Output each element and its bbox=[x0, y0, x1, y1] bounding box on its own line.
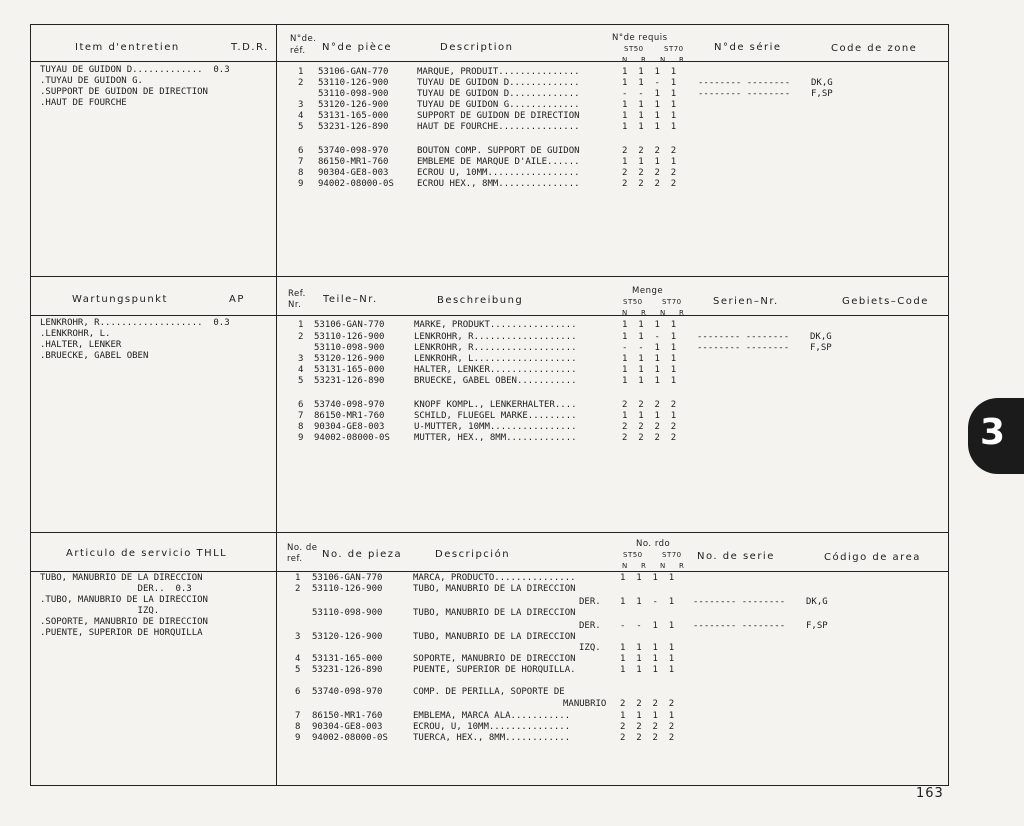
de-nr-4: R bbox=[679, 309, 685, 317]
quantity-values: 1 1 1 1 bbox=[622, 365, 677, 375]
ref-number: 4 bbox=[298, 365, 304, 375]
part-description: SUPPORT DE GUIDON DE DIRECTION bbox=[417, 111, 580, 121]
ref-number: 6 bbox=[298, 146, 304, 156]
quantity-values: 1 1 1 1 bbox=[622, 157, 677, 167]
part-number: 53110-098-900 bbox=[318, 89, 389, 99]
part-number: 86150-MR1-760 bbox=[314, 411, 385, 421]
fr-serial-header: N°de série bbox=[714, 42, 782, 53]
part-number: 53231-126-890 bbox=[318, 122, 389, 132]
es-nr-2: R bbox=[641, 562, 647, 570]
part-number: 94002-08000-0S bbox=[314, 433, 390, 443]
part-description: ECROU U, 10MM................. bbox=[417, 168, 580, 178]
part-number: 53120-126-900 bbox=[318, 100, 389, 110]
fr-item-line: .TUYAU DE GUIDON G. bbox=[40, 76, 143, 86]
part-number: 94002-08000-0S bbox=[318, 179, 394, 189]
item-column-divider bbox=[276, 25, 277, 785]
serial-range: -------- -------- bbox=[693, 597, 786, 607]
es-zone-header: Código de area bbox=[824, 552, 921, 563]
part-description: LENKROHR, L................... bbox=[414, 354, 577, 364]
part-description: MARKE, PRODUKT................ bbox=[414, 320, 577, 330]
ref-number: 1 bbox=[298, 320, 304, 330]
fr-zone-header: Code de zone bbox=[831, 43, 918, 54]
de-model1: ST50 bbox=[623, 298, 643, 306]
serial-range: -------- -------- bbox=[693, 621, 786, 631]
fr-nr-2: R bbox=[641, 56, 647, 64]
part-description: COMP. DE PERILLA, SOPORTE DE bbox=[413, 687, 565, 697]
de-nr-3: N bbox=[660, 309, 666, 317]
ref-number: 2 bbox=[298, 332, 304, 342]
ref-number: 1 bbox=[295, 573, 301, 583]
part-number: 53110-126-900 bbox=[312, 584, 383, 594]
de-item-line: .LENKROHR, L. bbox=[40, 329, 111, 339]
section-divider-fr-de bbox=[31, 276, 948, 277]
fr-model1: ST50 bbox=[624, 45, 644, 53]
part-number: 94002-08000-0S bbox=[312, 733, 388, 743]
es-model1: ST50 bbox=[623, 551, 643, 559]
ref-number: 2 bbox=[295, 584, 301, 594]
ref-number: 6 bbox=[298, 400, 304, 410]
de-item-header: Wartungspunkt bbox=[72, 294, 168, 305]
part-description: MUTTER, HEX., 8MM............. bbox=[414, 433, 577, 443]
fr-tdr-header: T.D.R. bbox=[231, 42, 269, 53]
de-model2: ST70 bbox=[662, 298, 682, 306]
es-nr-4: R bbox=[679, 562, 685, 570]
fr-item-line: TUYAU DE GUIDON D............. 0.3 bbox=[40, 65, 230, 75]
part-description: ECROU HEX., 8MM............... bbox=[417, 179, 580, 189]
es-item-header: Articulo de servicio THLL bbox=[66, 548, 228, 559]
fr-nr-3: N bbox=[660, 56, 666, 64]
quantity-values: 2 2 2 2 bbox=[620, 699, 675, 709]
fr-item-line: .SUPPORT DE GUIDON DE DIRECTION bbox=[40, 87, 208, 97]
ref-number: 8 bbox=[295, 722, 301, 732]
ref-number: 7 bbox=[298, 157, 304, 167]
es-item-line: TUBO, MANUBRIO DE LA DIRECCION bbox=[40, 573, 203, 583]
de-header-rule bbox=[31, 315, 948, 316]
quantity-values: 2 2 2 2 bbox=[622, 179, 677, 189]
quantity-values: 1 1 1 1 bbox=[622, 354, 677, 364]
es-item-line: DER.. 0.3 bbox=[40, 584, 192, 594]
ref-number: 1 bbox=[298, 67, 304, 77]
ref-number: 3 bbox=[298, 354, 304, 364]
part-description: BRUECKE, GABEL OBEN........... bbox=[414, 376, 577, 386]
part-description: LENKROHR, R................... bbox=[414, 343, 577, 353]
de-zone-header: Gebiets–Code bbox=[842, 296, 929, 307]
part-description: SCHILD, FLUEGEL MARKE......... bbox=[414, 411, 577, 421]
quantity-values: 2 2 2 2 bbox=[620, 733, 675, 743]
part-description: HAUT DE FOURCHE............... bbox=[417, 122, 580, 132]
ref-number: 9 bbox=[298, 433, 304, 443]
part-number: 86150-MR1-760 bbox=[312, 711, 383, 721]
es-item-line: .TUBO, MANUBRIO DE LA DIRECCION bbox=[40, 595, 208, 605]
es-item-line: .PUENTE, SUPERIOR DE HORQUILLA bbox=[40, 628, 203, 638]
part-number: 53131-165-000 bbox=[312, 654, 383, 664]
de-nr-2: R bbox=[641, 309, 647, 317]
part-description-cont: DER. bbox=[579, 597, 601, 607]
part-number: 53120-126-900 bbox=[312, 632, 383, 642]
es-part-header: No. de pieza bbox=[322, 549, 403, 560]
quantity-values: 1 1 1 1 bbox=[620, 711, 675, 721]
part-number: 53120-126-900 bbox=[314, 354, 385, 364]
part-number: 53131-165-000 bbox=[314, 365, 385, 375]
part-description: HALTER, LENKER................ bbox=[414, 365, 577, 375]
part-number: 53110-126-900 bbox=[318, 78, 389, 88]
zone-code: DK,G bbox=[811, 78, 833, 88]
part-number: 53110-098-900 bbox=[312, 608, 383, 618]
part-description-cont: DER. bbox=[579, 621, 601, 631]
fr-item-header: Item d'entretien bbox=[75, 42, 180, 53]
ref-number: 5 bbox=[298, 376, 304, 386]
part-number: 90304-GE8-003 bbox=[314, 422, 385, 432]
quantity-values: 2 2 2 2 bbox=[620, 722, 675, 732]
quantity-values: 1 1 1 1 bbox=[622, 411, 677, 421]
quantity-values: 1 1 1 1 bbox=[620, 654, 675, 664]
part-description: TUBO, MANUBRIO DE LA DIRECCION bbox=[413, 632, 576, 642]
de-desc-header: Beschreibung bbox=[437, 295, 524, 306]
zone-code: F,SP bbox=[810, 343, 832, 353]
part-description: EMBLEME DE MARQUE D'AILE...... bbox=[417, 157, 580, 167]
de-nr-1: N bbox=[622, 309, 628, 317]
es-model2: ST70 bbox=[662, 551, 682, 559]
part-number: 86150-MR1-760 bbox=[318, 157, 389, 167]
part-number: 53110-126-900 bbox=[314, 332, 385, 342]
es-serial-header: No. de serie bbox=[697, 551, 775, 562]
fr-ref-header-top: N°de. bbox=[290, 34, 317, 44]
page-number: 163 bbox=[916, 786, 944, 801]
de-qty-header: Menge bbox=[632, 286, 664, 296]
part-number: 53110-098-900 bbox=[314, 343, 385, 353]
part-number: 53231-126-890 bbox=[314, 376, 385, 386]
es-nr-1: N bbox=[622, 562, 628, 570]
quantity-values: 1 1 1 1 bbox=[620, 643, 675, 653]
es-qty-header: No. rdo bbox=[636, 539, 671, 549]
ref-number: 9 bbox=[298, 179, 304, 189]
fr-nr-1: N bbox=[622, 56, 628, 64]
de-ref-header-bottom: Nr. bbox=[288, 300, 302, 310]
part-description: SOPORTE, MANUBRIO DE DIRECCION bbox=[413, 654, 576, 664]
quantity-values: 2 2 2 2 bbox=[622, 433, 677, 443]
part-description: MARQUE, PRODUIT............... bbox=[417, 67, 580, 77]
ref-number: 4 bbox=[295, 654, 301, 664]
part-description: KNOPF KOMPL., LENKERHALTER.... bbox=[414, 400, 577, 410]
serial-range: -------- -------- bbox=[698, 89, 791, 99]
ref-number: 5 bbox=[295, 665, 301, 675]
part-description: TUYAU DE GUIDON G............. bbox=[417, 100, 580, 110]
part-number: 90304-GE8-003 bbox=[318, 168, 389, 178]
quantity-values: 1 1 1 1 bbox=[622, 122, 677, 132]
es-header-rule bbox=[31, 571, 948, 572]
serial-range: -------- -------- bbox=[697, 332, 790, 342]
serial-range: -------- -------- bbox=[697, 343, 790, 353]
es-ref-header-bottom: ref. bbox=[287, 554, 303, 564]
es-item-line: IZQ. bbox=[40, 606, 160, 616]
part-description: LENKROHR, R................... bbox=[414, 332, 577, 342]
fr-qty-header: N°de requis bbox=[612, 33, 668, 43]
part-number: 53106-GAN-770 bbox=[318, 67, 389, 77]
quantity-values: 1 1 - 1 bbox=[622, 332, 677, 342]
part-number: 53231-126-890 bbox=[312, 665, 383, 675]
part-description: ECROU, U, 10MM............... bbox=[413, 722, 571, 732]
fr-part-header: N°de pièce bbox=[322, 42, 393, 53]
ref-number: 3 bbox=[298, 100, 304, 110]
quantity-values: 1 1 - 1 bbox=[622, 78, 677, 88]
es-desc-header: Descripción bbox=[435, 549, 511, 560]
chapter-number: 3 bbox=[980, 412, 1006, 453]
zone-code: DK,G bbox=[810, 332, 832, 342]
ref-number: 8 bbox=[298, 422, 304, 432]
quantity-values: - - 1 1 bbox=[622, 89, 677, 99]
chapter-tab bbox=[968, 398, 1024, 474]
fr-header-rule bbox=[31, 61, 948, 62]
zone-code: F,SP bbox=[806, 621, 828, 631]
quantity-values: 1 1 1 1 bbox=[622, 67, 677, 77]
quantity-values: 2 2 2 2 bbox=[622, 422, 677, 432]
de-part-header: Teile–Nr. bbox=[323, 294, 378, 305]
quantity-values: - - 1 1 bbox=[622, 343, 677, 353]
ref-number: 8 bbox=[298, 168, 304, 178]
part-description: TUBO, MANUBRIO DE LA DIRECCION bbox=[413, 608, 576, 618]
ref-number: 6 bbox=[295, 687, 301, 697]
part-description-cont: MANUBRIO bbox=[563, 699, 607, 709]
quantity-values: 1 1 1 1 bbox=[622, 376, 677, 386]
de-ap-header: AP bbox=[229, 294, 245, 305]
quantity-values: 2 2 2 2 bbox=[622, 168, 677, 178]
part-description: BOUTON COMP. SUPPORT DE GUIDON bbox=[417, 146, 580, 156]
de-item-line: .BRUECKE, GABEL OBEN bbox=[40, 351, 149, 361]
es-ref-header-top: No. de bbox=[287, 543, 318, 553]
part-number: 53740-098-970 bbox=[314, 400, 385, 410]
quantity-values: 2 2 2 2 bbox=[622, 400, 677, 410]
ref-number: 5 bbox=[298, 122, 304, 132]
section-divider-de-es bbox=[31, 532, 948, 533]
quantity-values: 1 1 1 1 bbox=[620, 665, 675, 675]
quantity-values: 1 1 1 1 bbox=[620, 573, 675, 583]
ref-number: 9 bbox=[295, 733, 301, 743]
quantity-values: - - 1 1 bbox=[620, 621, 675, 631]
part-description: EMBLEMA, MARCA ALA........... bbox=[413, 711, 571, 721]
part-description: MARCA, PRODUCTO............... bbox=[413, 573, 576, 583]
part-description: PUENTE, SUPERIOR DE HORQUILLA. bbox=[413, 665, 576, 675]
ref-number: 2 bbox=[298, 78, 304, 88]
part-number: 53740-098-970 bbox=[318, 146, 389, 156]
part-description: TUERCA, HEX., 8MM............ bbox=[413, 733, 571, 743]
part-number: 90304-GE8-003 bbox=[312, 722, 383, 732]
es-item-line: .SOPORTE, MANUBRIO DE DIRECCION bbox=[40, 617, 208, 627]
part-description: TUBO, MANUBRIO DE LA DIRECCION bbox=[413, 584, 576, 594]
part-description: TUYAU DE GUIDON D............. bbox=[417, 89, 580, 99]
quantity-values: 1 1 1 1 bbox=[622, 111, 677, 121]
serial-range: -------- -------- bbox=[698, 78, 791, 88]
quantity-values: 1 1 1 1 bbox=[622, 100, 677, 110]
de-item-line: LENKROHR, R................... 0.3 bbox=[40, 318, 230, 328]
part-number: 53106-GAN-770 bbox=[314, 320, 385, 330]
fr-item-line: .HAUT DE FOURCHE bbox=[40, 98, 127, 108]
part-number: 53106-GAN-770 bbox=[312, 573, 383, 583]
fr-desc-header: Description bbox=[440, 42, 514, 53]
fr-ref-header-bottom: réf. bbox=[290, 46, 306, 56]
part-description-cont: IZQ. bbox=[579, 643, 601, 653]
zone-code: DK,G bbox=[806, 597, 828, 607]
quantity-values: 2 2 2 2 bbox=[622, 146, 677, 156]
de-serial-header: Serien–Nr. bbox=[713, 296, 779, 307]
de-ref-header-top: Ref. bbox=[288, 289, 306, 299]
ref-number: 7 bbox=[295, 711, 301, 721]
fr-model2: ST70 bbox=[664, 45, 684, 53]
de-item-line: .HALTER, LENKER bbox=[40, 340, 122, 350]
ref-number: 7 bbox=[298, 411, 304, 421]
zone-code: F,SP bbox=[811, 89, 833, 99]
part-number: 53131-165-000 bbox=[318, 111, 389, 121]
part-description: U-MUTTER, 10MM................ bbox=[414, 422, 577, 432]
fr-nr-4: R bbox=[679, 56, 685, 64]
quantity-values: 1 1 1 1 bbox=[622, 320, 677, 330]
ref-number: 4 bbox=[298, 111, 304, 121]
part-description: TUYAU DE GUIDON D............. bbox=[417, 78, 580, 88]
ref-number: 3 bbox=[295, 632, 301, 642]
part-number: 53740-098-970 bbox=[312, 687, 383, 697]
quantity-values: 1 1 - 1 bbox=[620, 597, 675, 607]
es-nr-3: N bbox=[660, 562, 666, 570]
